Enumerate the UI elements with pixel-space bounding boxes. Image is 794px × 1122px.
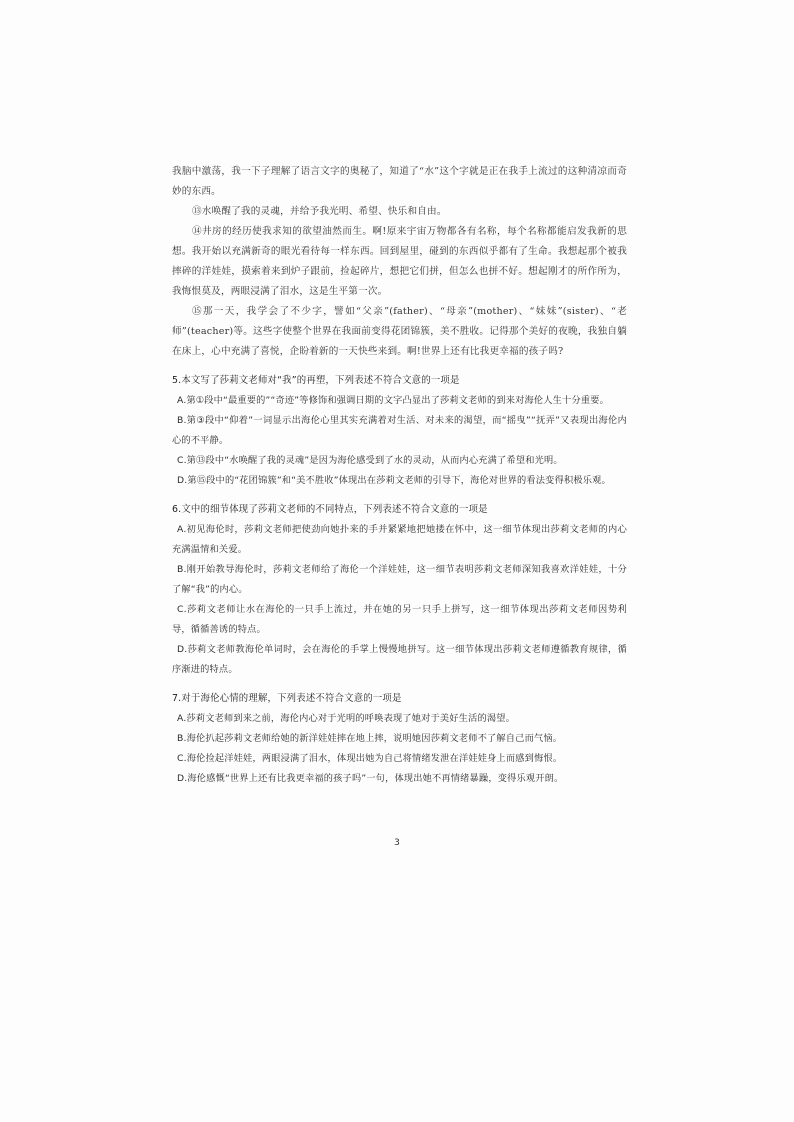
page-content xyxy=(172,162,627,789)
question-6-option-a: A.初见海伦时，莎莉文老师把使劲向她扑来的手并紧紧地把她搂在怀中，这一细节体现出莎莉文老师的内心充满温情和关爱。 xyxy=(172,524,627,555)
story-paragraph-13: ⑬水唤醒了我的灵魂，并给予我光明、希望、快乐和自由。 xyxy=(192,206,447,217)
question-7-option-d: D.海伦感慨“世界上还有比我更幸福的孩子吗”一句，体现出她不再情绪暴躁，变得乐观开朗。 xyxy=(177,773,564,784)
question-6 xyxy=(172,500,627,680)
question-7-option-b: B.海伦扒起莎莉文老师给她的新洋娃娃摔在地上摔，说明她因莎莉文老师不了解自己而气恼。 xyxy=(177,733,563,744)
question-6-option-c: C.莎莉文老师让水在海伦的一只手上流过，并在她的另一只手上拼写，这一细节体现出莎莉文老师因势利导，循循善诱的特点。 xyxy=(172,604,627,635)
story-excerpt xyxy=(172,162,627,362)
question-5-option-c: C.第⑬段中“水唤醒了我的灵魂”是因为海伦感受到了水的灵动，从而内心充满了希望和光明。 xyxy=(177,455,563,466)
page-number: 3 xyxy=(394,838,400,848)
question-7-stem: 7.对于海伦心情的理解，下列表述不符合文意的一项是 xyxy=(172,693,402,704)
story-paragraph-1: 我脑中激荡，我一下子理解了语言文字的奥秘了，知道了“水”这个字就是正在我手上流过的这种清凉而奇妙的东西。 xyxy=(172,166,627,197)
question-5-option-a: A.第①段中“最重要的”“奇迹”等修饰和强调日期的文字凸显出了莎莉文老师的到来对海伦人生十分重要。 xyxy=(177,395,609,406)
question-6-option-d: D.莎莉文老师教海伦单词时，会在海伦的手掌上慢慢地拼写。这一细节体现出莎莉文老师遵循教育规律，循序渐进的特点。 xyxy=(172,644,627,675)
question-6-stem: 6.文中的细节体现了莎莉文老师的不同特点，下列表述不符合文意的一项是 xyxy=(172,504,488,515)
question-7-option-c: C.海伦捡起洋娃娃，两眼浸满了泪水，体现出她为自己将情绪发泄在洋娃娃身上而感到悔恨。 xyxy=(177,753,563,764)
question-7 xyxy=(172,689,627,789)
story-paragraph-15: ⑮那一天，我学会了不少字，譬如“父亲”(father)、“母亲”(mother)、“妹妹”(sister)、“老师”(teacher)等。这些字使整个世界在我面前变得花团锦簇，美不胜收。记得那个美好的夜晚，我独自躺在床上，心中充满了喜悦，企盼着新的一天快些来到。啊!世界上还有比我更幸福的孩子吗? xyxy=(172,306,627,357)
question-7-option-a: A.莎莉文老师到来之前，海伦内心对于光明的呼唤表现了她对于美好生活的渴望。 xyxy=(177,713,516,724)
question-6-option-b: B.刚开始教导海伦时，莎莉文老师给了海伦一个洋娃娃，这一细节表明莎莉文老师深知我喜欢洋娃娃，十分了解“我”的内心。 xyxy=(172,564,627,595)
question-5-option-b: B.第③段中“仰着”一词显示出海伦心里其实充满着对生活、对未来的渴望，而“摇曳”“抚弄”又表现出海伦内心的不平静。 xyxy=(172,415,627,446)
story-paragraph-14: ⑭井房的经历使我求知的欲望油然而生。啊!原来宇宙万物都各有名称，每个名称都能启发我新的思想。我开始以充满新奇的眼光看待每一样东西。回到屋里，碰到的东西似乎都有了生命。我想起那个被我摔碎的洋娃娃，摸索着来到炉子跟前，捡起碎片，想把它们拼，但怎么也拼不好。想起刚才的所作所为，我悔恨莫及，两眼浸满了泪水，这是生平第一次。 xyxy=(172,226,627,297)
question-5-stem: 5.本文写了莎莉文老师对“我”的再塑，下列表述不符合文意的一项是 xyxy=(172,375,460,386)
question-5 xyxy=(172,371,627,491)
question-5-option-d: D.第⑮段中的“花团锦簇”和“美不胜收”体现出在莎莉文老师的引导下，海伦对世界的看法变得积极乐观。 xyxy=(177,475,611,486)
